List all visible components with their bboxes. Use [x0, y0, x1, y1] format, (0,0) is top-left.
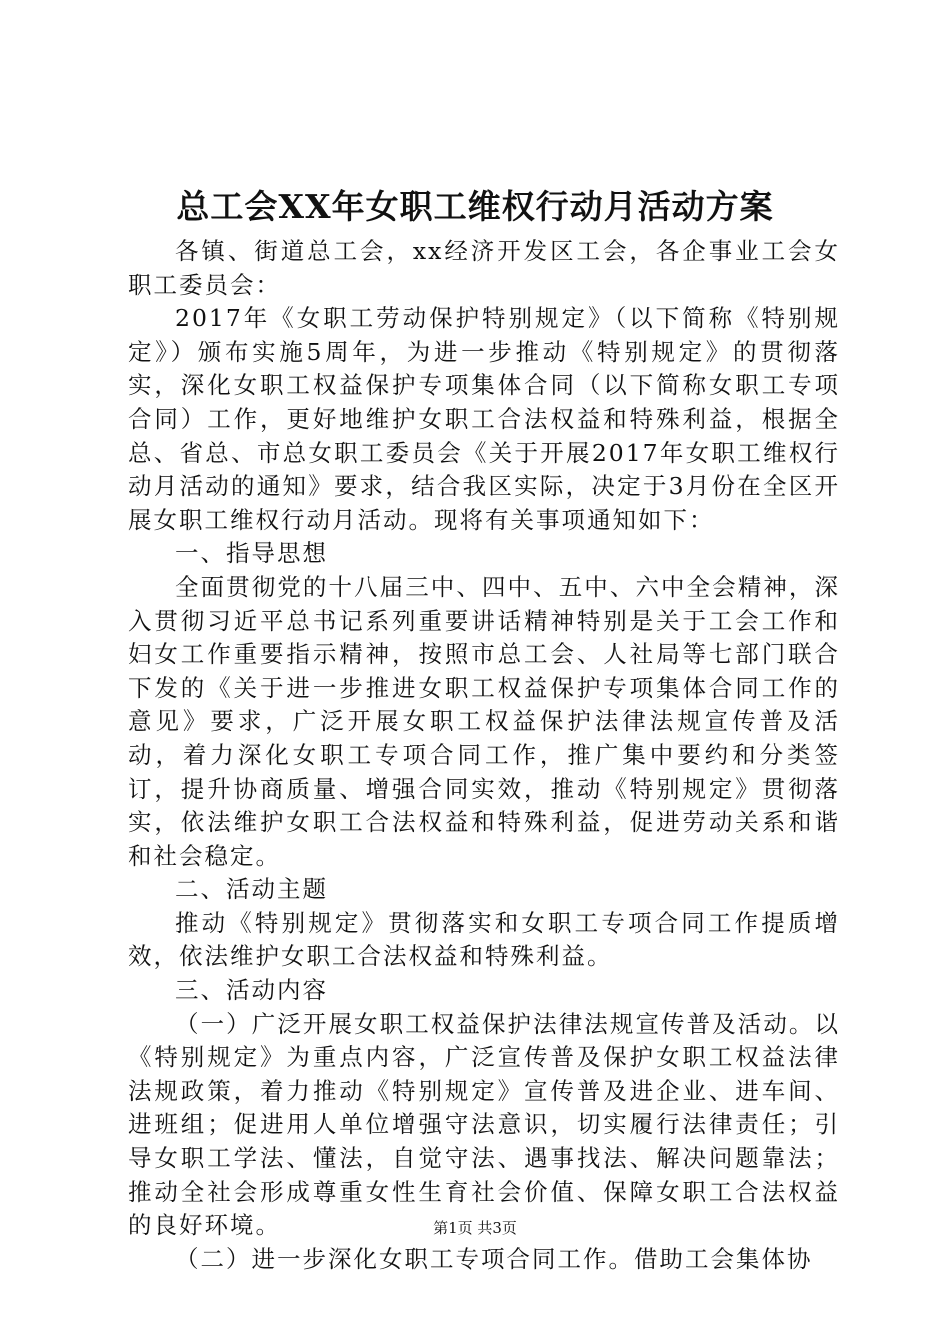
document-title: 总工会XX年女职工维权行动月活动方案: [176, 187, 774, 226]
paragraph-intro: 2017年《女职工劳动保护特别规定》（以下简称《特别规定》）颁布实施5周年，为进一步推动《特别规定》的贯彻落实，深化女职工权益保护专项集体合同（以下简称女职工专项合同）工作，更好地维护女职工合法权益和特殊利益，根据全总、省总、市总女职工委员会《关于开展2017年女职工维权行动月活动的通知》要求，结合我区实际，决定于3月份在全区开展女职工维权行动月活动。现将有关事项通知如下：: [128, 304, 840, 534]
document-body: [128, 235, 840, 1276]
section-heading-guiding-ideology: 一、指导思想: [175, 539, 328, 568]
section-heading-activity-content: 三、活动内容: [175, 976, 328, 1005]
paragraph-content-item-2: （二）进一步深化女职工专项合同工作。借助工会集体协: [175, 1244, 813, 1273]
paragraph-activity-theme: 推动《特别规定》贯彻落实和女职工专项合同工作提质增效，依法维护女职工合法权益和特殊利益。: [128, 908, 840, 971]
section-heading-activity-theme: 二、活动主题: [175, 875, 328, 904]
paragraph-content-item-1: （一）广泛开展女职工权益保护法律法规宣传普及活动。以《特别规定》为重点内容，广泛宣传普及保护女职工权益法律法规政策，着力推动《特别规定》宣传普及进企业、进车间、进班组；促进用人单位增强守法意识，切实履行法律责任；引导女职工学法、懂法，自觉守法、遇事找法、解决问题靠法；推动全社会形成尊重女性生育社会价值、保障女职工合法权益的良好环境。: [128, 1009, 840, 1240]
paragraph-salutation: 各镇、街道总工会，xx经济开发区工会，各企事业工会女职工委员会：: [128, 237, 840, 299]
paragraph-guiding-ideology: 全面贯彻党的十八届三中、四中、五中、六中全会精神，深入贯彻习近平总书记系列重要讲话精神特别是关于工会工作和妇女工作重要指示精神，按照市总工会、人社局等七部门联合下发的《关于进一步推进女职工权益保护专项集体合同工作的意见》要求，广泛开展女职工权益保护法律法规宣传普及活动，着力深化女职工专项合同工作，推广集中要约和分类签订，提升协商质量、增强合同实效，推动《特别规定》贯彻落实，依法维护女职工合法权益和特殊利益，促进劳动关系和谐和社会稳定。: [128, 572, 840, 870]
page-footer: 第1页 共3页: [433, 1219, 517, 1237]
